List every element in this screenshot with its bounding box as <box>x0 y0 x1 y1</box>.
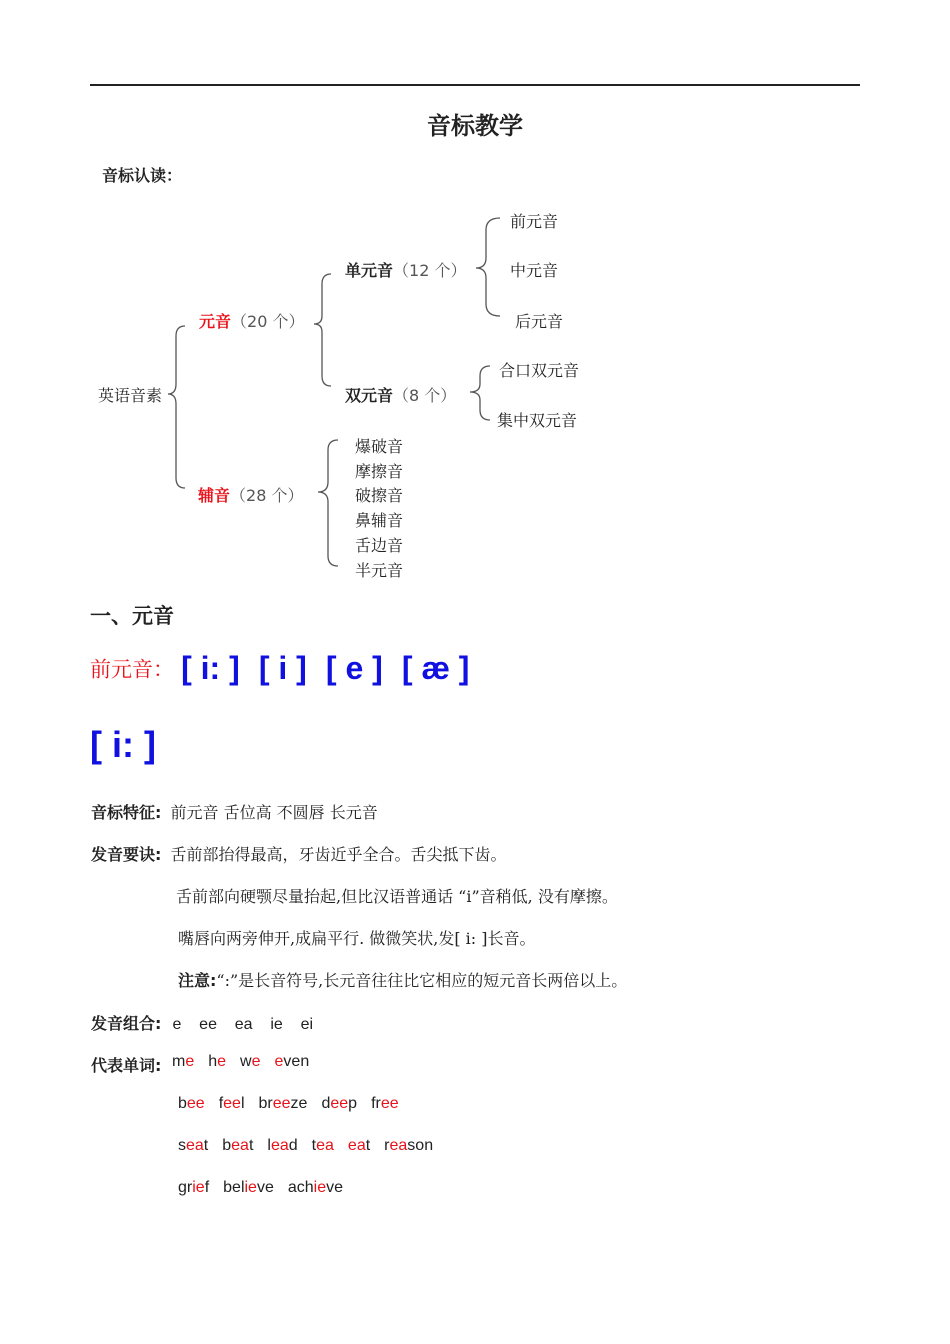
example-word <box>222 1137 253 1154</box>
note-label: 注意: <box>178 971 217 990</box>
example-word <box>178 1179 209 1196</box>
tips-line: 舌前部向硬颚尽量抬起,但比汉语普通话 “i”音稍低, 没有摩擦。 <box>176 887 618 906</box>
features-label: 音标特征: <box>91 803 162 822</box>
word-part: d <box>288 1137 298 1154</box>
note-text: “:”是长音符号,长元音往往比它相应的短元音长两倍以上。 <box>216 971 628 990</box>
tree-consonant-type: 半元音 <box>355 561 404 580</box>
tree-root: 英语音素 <box>98 386 163 405</box>
tree-consonant-count: （28 个） <box>230 486 304 505</box>
tree-vowel-name: 元音 <box>199 312 232 331</box>
example-word <box>240 1053 260 1070</box>
tree-mono-type: 后元音 <box>515 312 564 331</box>
word-part: m <box>172 1053 186 1070</box>
highlight-letters: e <box>217 1053 227 1070</box>
tree-mono-type: 中元音 <box>510 261 559 280</box>
example-word <box>288 1179 343 1196</box>
highlight-letters: ie <box>244 1179 257 1196</box>
word-part: t <box>311 1137 317 1154</box>
example-word <box>178 1095 205 1112</box>
highlight-letters: ee <box>186 1095 205 1112</box>
highlight-letters: ie <box>313 1179 327 1196</box>
highlight-letters: ea <box>231 1137 249 1154</box>
word-part: son <box>407 1137 434 1154</box>
tree-diph-type: 合口双元音 <box>499 361 580 380</box>
tree-consonant-name: 辅音 <box>198 486 231 505</box>
word-part: l <box>267 1137 271 1154</box>
example-word <box>172 1053 194 1070</box>
highlight-letters: e <box>185 1053 195 1070</box>
word-part: fr <box>371 1095 381 1112</box>
example-word <box>275 1053 310 1070</box>
word-part: r <box>384 1137 390 1154</box>
ipa-symbol: [ i: ] <box>181 650 240 686</box>
tree-diphthong-count: （8 个） <box>393 386 457 405</box>
features-text: 前元音 舌位高 不圆唇 长元音 <box>170 803 378 822</box>
word-part: bel <box>223 1179 245 1196</box>
highlight-letters: ee <box>330 1095 349 1112</box>
word-part: w <box>240 1053 252 1070</box>
combos-text: e ee ea ie ei <box>172 1016 314 1033</box>
word-part: ven <box>283 1053 310 1070</box>
example-word <box>312 1137 334 1154</box>
word-part: p <box>348 1095 358 1112</box>
word-part: s <box>178 1137 186 1154</box>
example-word <box>219 1095 245 1112</box>
tree-vowel <box>199 309 304 332</box>
tree-consonant-type: 爆破音 <box>355 437 404 456</box>
highlight-letters: ea <box>316 1137 334 1154</box>
tree-monophthong-count: （12 个） <box>393 261 467 280</box>
word-part: t <box>248 1137 254 1154</box>
word-row <box>178 1137 447 1155</box>
word-part: br <box>258 1095 273 1112</box>
tree-diph-type: 集中双元音 <box>497 411 578 430</box>
example-word <box>371 1095 399 1112</box>
tree-mono-type: 前元音 <box>510 212 559 231</box>
words-label: 代表单词: <box>91 1056 162 1075</box>
example-word <box>384 1137 433 1154</box>
word-part: t <box>365 1137 371 1154</box>
combos-row <box>91 1011 313 1034</box>
tips-row <box>91 842 507 865</box>
highlight-letters: ee <box>380 1095 399 1112</box>
ipa-symbol: [ e ] <box>325 650 383 686</box>
tree-monophthong <box>345 258 466 281</box>
front-vowel-line <box>90 650 469 694</box>
highlight-letters: ea <box>270 1137 289 1154</box>
section-heading: 一、元音 <box>90 604 174 628</box>
tree-consonant <box>198 483 303 506</box>
highlight-letters: ee <box>223 1095 241 1112</box>
tree-consonant-type: 鼻辅音 <box>355 511 404 530</box>
tips-line: 舌前部抬得最高，牙齿近乎全合。舌尖抵下齿。 <box>170 845 507 864</box>
tips-line: 嘴唇向两旁伸开,成扁平行. 做微笑状,发[ i: ]长音。 <box>178 929 536 948</box>
example-word <box>348 1137 370 1154</box>
page-title: 音标教学 <box>427 112 523 140</box>
word-part: ach <box>287 1179 314 1196</box>
word-row <box>178 1179 357 1197</box>
word-part: f <box>218 1095 224 1112</box>
highlight-letters: ea <box>389 1137 408 1154</box>
word-part: gr <box>178 1179 193 1196</box>
front-vowel-label: 前元音： <box>90 657 174 682</box>
tree-monophthong-name: 单元音 <box>345 261 394 280</box>
tips-label: 发音要诀: <box>91 845 162 864</box>
word-part: b <box>222 1137 232 1154</box>
word-part: d <box>321 1095 331 1112</box>
word-part: l <box>240 1095 245 1112</box>
highlight-letters: e <box>274 1053 284 1070</box>
tips-note <box>178 968 627 991</box>
word-row <box>172 1053 323 1071</box>
word-part: b <box>178 1095 187 1112</box>
example-word <box>208 1053 226 1070</box>
example-word <box>223 1179 274 1196</box>
ipa-symbol: [ i ] <box>258 650 307 686</box>
highlight-letters: ea <box>347 1137 366 1154</box>
ipa-symbol: [ æ ] <box>401 650 470 686</box>
tree-consonant-type: 摩擦音 <box>355 462 404 481</box>
word-part: f <box>204 1179 210 1196</box>
features-row <box>91 800 378 823</box>
example-word <box>259 1095 308 1112</box>
word-row <box>178 1095 413 1113</box>
combos-label: 发音组合: <box>91 1014 162 1033</box>
example-word <box>321 1095 357 1112</box>
example-word <box>178 1137 208 1154</box>
highlight-letters: ea <box>186 1137 204 1154</box>
intro-label: 音标认读： <box>102 166 183 185</box>
highlight-letters: ee <box>272 1095 291 1112</box>
word-part: t <box>203 1137 209 1154</box>
current-symbol: [ i: ] <box>90 724 156 765</box>
word-part: h <box>208 1053 218 1070</box>
tree-consonant-type: 舌边音 <box>355 536 404 555</box>
example-word <box>267 1137 297 1154</box>
tree-diphthong <box>345 383 456 406</box>
tree-diphthong-name: 双元音 <box>345 386 394 405</box>
highlight-letters: ie <box>192 1179 205 1196</box>
word-part: ve <box>326 1179 344 1196</box>
tree-consonant-type: 破擦音 <box>355 486 404 505</box>
word-part: ve <box>256 1179 274 1196</box>
tree-braces <box>0 0 950 600</box>
tree-vowel-count: （20 个） <box>231 312 305 331</box>
word-part: ze <box>290 1095 308 1112</box>
highlight-letters: e <box>251 1053 261 1070</box>
